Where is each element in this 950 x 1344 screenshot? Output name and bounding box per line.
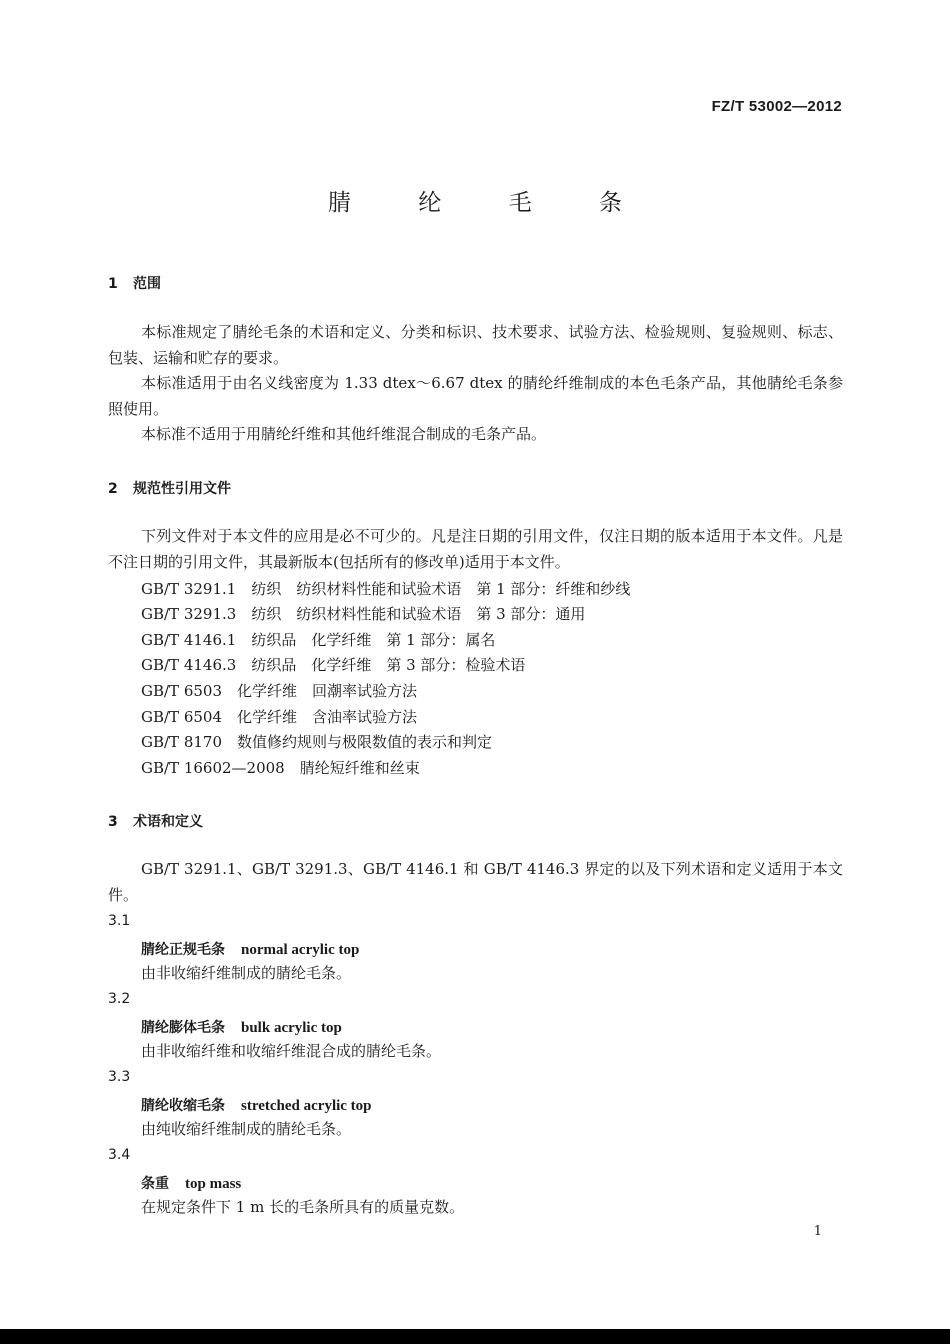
term-name-en: stretched acrylic top [241, 1098, 372, 1114]
reference-item: GB/T 4146.1 纺织品 化学纤维 第 1 部分：属名 [141, 631, 496, 649]
section-title: 规范性引用文件 [133, 481, 231, 497]
section-2-heading [108, 478, 231, 498]
section-1-paragraph-3: 本标准不适用于用腈纶纤维和其他纤维混合制成的毛条产品。 [141, 425, 547, 443]
term-number: 3.4 [108, 1147, 131, 1163]
section-1-paragraph-1: 本标准规定了腈纶毛条的术语和定义、分类和标识、技术要求、试验方法、检验规则、复验规则、标志、包装、运输和贮存的要求。 [108, 323, 843, 367]
term-definition: 由非收缩纤维和收缩纤维混合成的腈纶毛条。 [141, 1042, 442, 1060]
section-title: 术语和定义 [133, 814, 203, 830]
section-3-heading [108, 811, 203, 831]
reference-item: GB/T 3291.1 纺织 纺织材料性能和试验术语 第 1 部分：纤维和纱线 [141, 580, 631, 598]
term-name-en: normal acrylic top [241, 942, 360, 958]
standard-code: FZ/T 53002—2012 [711, 98, 842, 115]
section-3-intro: GB/T 3291.1、GB/T 3291.3、GB/T 4146.1 和 GB/T 4146.3 界定的以及下列术语和定义适用于本文件。 [108, 860, 843, 904]
term-definition: 由非收缩纤维制成的腈纶毛条。 [141, 964, 352, 982]
term-name-zh: 腈纶收缩毛条 [141, 1098, 225, 1114]
term-name-en: top mass [185, 1176, 242, 1192]
section-number: 1 [108, 276, 118, 292]
section-title: 范围 [133, 276, 161, 292]
document-title: 腈 纶 毛 条 [328, 190, 652, 216]
page-number: 1 [813, 1224, 822, 1239]
reference-item: GB/T 8170 数值修约规则与极限数值的表示和判定 [141, 733, 493, 751]
term-number: 3.3 [108, 1069, 131, 1085]
reference-item: GB/T 6504 化学纤维 含油率试验方法 [141, 708, 418, 726]
term-name [141, 1095, 372, 1115]
section-number: 2 [108, 481, 118, 497]
term-name-zh: 腈纶膨体毛条 [141, 1020, 225, 1036]
scan-border-bar [0, 1329, 950, 1344]
term-name [141, 1017, 342, 1037]
section-1-heading [108, 273, 161, 293]
term-number: 3.2 [108, 991, 131, 1007]
term-number: 3.1 [108, 913, 131, 929]
term-definition: 由纯收缩纤维制成的腈纶毛条。 [141, 1120, 352, 1138]
term-definition: 在规定条件下 1 m 长的毛条所具有的质量克数。 [141, 1198, 465, 1216]
section-number: 3 [108, 814, 118, 830]
reference-item: GB/T 4146.3 纺织品 化学纤维 第 3 部分：检验术语 [141, 656, 526, 674]
term-name [141, 939, 359, 959]
section-1-paragraph-2: 本标准适用于由名义线密度为 1.33 dtex～6.67 dtex 的腈纶纤维制成的本色毛条产品，其他腈纶毛条参照使用。 [108, 374, 843, 418]
reference-item: GB/T 16602—2008 腈纶短纤维和丝束 [141, 759, 420, 777]
term-name-zh: 条重 [141, 1176, 169, 1192]
term-name-en: bulk acrylic top [241, 1020, 342, 1036]
term-name [141, 1173, 241, 1193]
reference-item: GB/T 3291.3 纺织 纺织材料性能和试验术语 第 3 部分：通用 [141, 605, 586, 623]
term-name-zh: 腈纶正规毛条 [141, 942, 225, 958]
reference-item: GB/T 6503 化学纤维 回潮率试验方法 [141, 682, 418, 700]
section-2-intro: 下列文件对于本文件的应用是必不可少的。凡是注日期的引用文件，仅注日期的版本适用于本文件。凡是不注日期的引用文件，其最新版本(包括所有的修改单)适用于本文件。 [108, 527, 843, 571]
